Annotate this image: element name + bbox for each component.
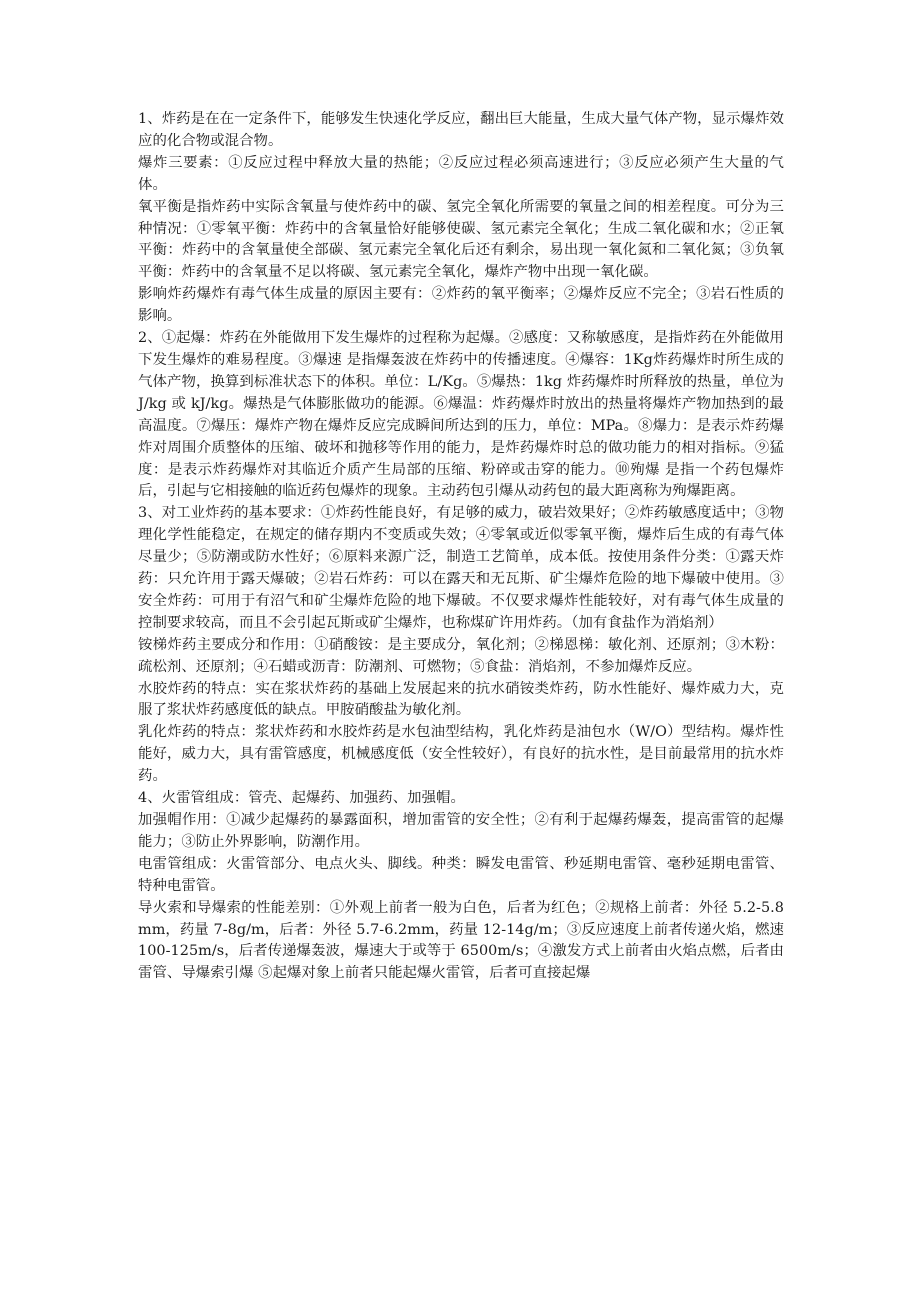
paragraph-explosive-properties: 2、①起爆：炸药在外能做用下发生爆炸的过程称为起爆。②感度：又称敏感度，是指炸药在外能做用下发生爆炸的难易程度。③爆速 是指爆轰波在炸药中的传播速度。④爆容：1Kg炸药爆炸时所生成的气体产物，换算到标准状态下的体积。单位：L/Kg。⑤爆热：1kg 炸药爆炸时所释放的热量，单位为 J/kg 或 kJ/kg。爆热是气体膨胀做功的能源。⑥爆温：炸药爆炸时放出的热量将爆炸产物加热到的最高温度。⑦爆压：爆炸产物在爆炸反应完成瞬间所达到的压力，单位：MPa。⑧爆力：是表示炸药爆炸对周围介质整体的压缩、破坏和抛移等作用的能力，是炸药爆炸时总的做功能力的相对指标。⑨猛度：是表示炸药爆炸对其临近介质产生局部的压缩、粉碎或击穿的能力。⑩殉爆 是指一个药包爆炸后，引起与它相接触的临近药包爆炸的现象。主动药包引爆从动药包的最大距离称为殉爆距离。 — [138, 330, 784, 500]
paragraph-water-gel-explosive: 水胶炸药的特点：实在浆状炸药的基础上发展起来的抗水硝铵类炸药，防水性能好、爆炸威力大，克服了浆状炸药感度低的缺点。甲胺硝酸盐为敏化剂。 — [138, 680, 784, 719]
paragraph-emulsion-explosive: 乳化炸药的特点：浆状炸药和水胶炸药是水包油型结构，乳化炸药是油包水（W/O）型结构。爆炸性能好，威力大，具有雷管感度，机械感度低（安全性较好），有良好的抗水性，是目前最常用的抗水炸药。 — [138, 724, 784, 785]
paragraph-ammonium-explosive: 铵梯炸药主要成分和作用：①硝酸铵：是主要成分，氧化剂；②梯恩梯：敏化剂、还原剂；③木粉：疏松剂、还原剂；④石蜡或沥青：防潮剂、可燃物；⑤食盐：消焰剂，不参加爆炸反应。 — [138, 636, 784, 675]
document-body — [138, 109, 784, 985]
paragraph-explosion-elements: 爆炸三要素：①反应过程中释放大量的热能；②反应过程必须高速进行；③反应必须产生大量的气体。 — [138, 154, 784, 193]
paragraph-explosive-definition: 1、炸药是在在一定条件下，能够发生快速化学反应，翻出巨大能量，生成大量气体产物，显示爆炸效应的化合物或混合物。 — [138, 111, 784, 149]
paragraph-fuse-comparison: 导火索和导爆索的性能差别：①外观上前者一般为白色，后者为红色；②规格上前者：外径 5.2-5.8mm，药量 7-8g/m，后者：外径 5.7-6.2mm，药量 12-14g/m；③反应速度上前者传递火焰，燃速 100-125m/s，后者传递爆轰波，爆速大于或等于 6500m/s；④激发方式上前者由火焰点燃，后者由雷管、导爆索引爆 ⑤起爆对象上前者只能起爆火雷管，后者可直接起爆 — [138, 899, 784, 982]
paragraph-electric-detonator: 电雷管组成：火雷管部分、电点火头、脚线。种类：瞬发电雷管、秒延期电雷管、毫秒延期电雷管、特种电雷管。 — [138, 855, 784, 894]
paragraph-fire-detonator: 4、火雷管组成：管壳、起爆药、加强药、加强帽。 — [138, 790, 465, 807]
paragraph-toxic-gas-factors: 影响炸药爆炸有毒气体生成量的原因主要有：②炸药的氧平衡率；②爆炸反应不完全；③岩石性质的影响。 — [138, 286, 784, 325]
paragraph-oxygen-balance: 氧平衡是指炸药中实际含氧量与使炸药中的碳、氢完全氧化所需要的氧量之间的相差程度。可分为三种情况：①零氧平衡：炸药中的含氧量恰好能够使碳、氢元素完全氧化；生成二氧化碳和水；②正氧平衡：炸药中的含氧量使全部碳、氢元素完全氧化后还有剩余，易出现一氧化氮和二氧化氮；③负氧平衡：炸药中的含氧量不足以将碳、氢元素完全氧化，爆炸产物中出现一氧化碳。 — [138, 198, 784, 281]
paragraph-industrial-requirements: 3、对工业炸药的基本要求：①炸药性能良好，有足够的威力，破岩效果好；②炸药敏感度适中；③物理化学性能稳定，在规定的储存期内不变质或失效；④零氧或近似零氧平衡，爆炸后生成的有毒气体尽量少；⑤防潮或防水性好；⑥原料来源广泛，制造工艺简单，成本低。按使用条件分类：①露天炸药：只允许用于露天爆破；②岩石炸药：可以在露天和无瓦斯、矿尘爆炸危险的地下爆破中使用。③安全炸药：可用于有沼气和矿尘爆炸危险的地下爆破。不仅要求爆炸性能较好，对有毒气体生成量的控制要求较高，而且不会引起瓦斯或矿尘爆炸，也称煤矿许用炸药。（加有食盐作为消焰剂） — [138, 505, 784, 631]
paragraph-reinforcing-cap: 加强帽作用：①减少起爆药的暴露面积，增加雷管的安全性；②有利于起爆药爆轰，提高雷管的起爆能力；③防止外界影响，防潮作用。 — [138, 812, 784, 850]
